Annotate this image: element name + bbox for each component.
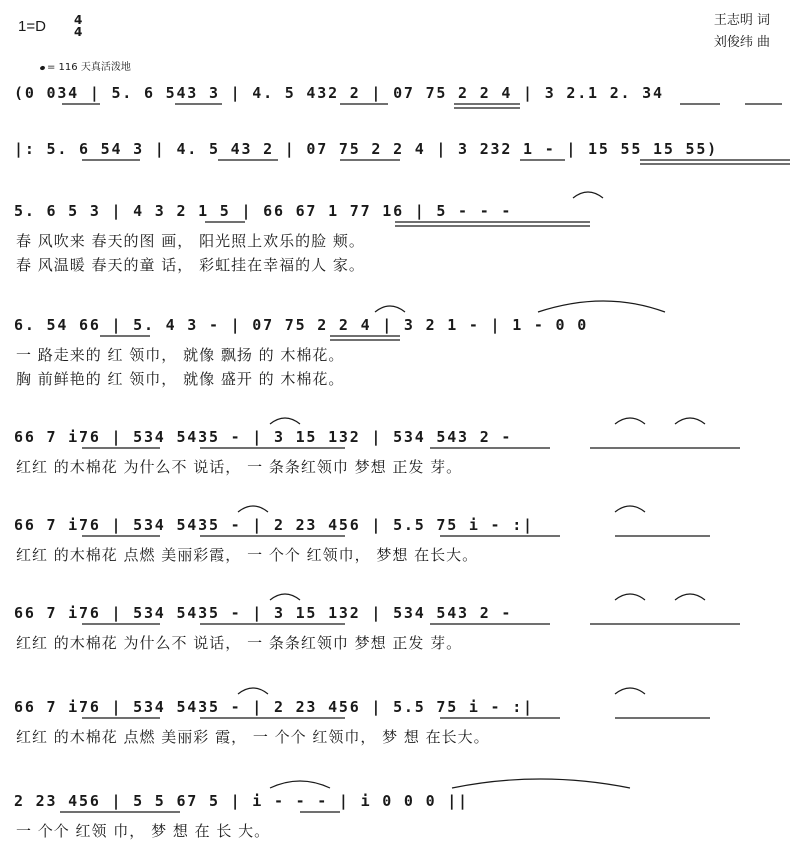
credits [714,10,770,54]
jianpu-notes: 5. 6 5 3 | 4 3 2 1 5 | 66 67 1 77 16 | 5 - - - [14,202,513,220]
key-signature: 1=D [18,18,46,35]
lyric-verse-1: 红红 的木棉花 点燃 美丽彩 霞， 一 个个 红领巾， 梦 想 在长大。 [16,728,490,746]
jianpu-notes: (0 034 | 5. 6 543 3 | 4. 5 432 2 | 07 75 2 2 4 | 3 2.1 2. 34 [14,84,664,102]
jianpu-notes: 2 23 456 | 5 5 67 5 | i - - - | i 0 0 0 || [14,792,469,810]
jianpu-notes: 66 7 i76 | 534 5435 - | 2 23 456 | 5.5 75 i - :| [14,698,534,716]
jianpu-notes: 66 7 i76 | 534 5435 - | 2 23 456 | 5.5 75 i - :| [14,516,534,534]
lyric-verse-2: 春 风温暖 春天的童 话， 彩虹挂在幸福的人 家。 [16,256,365,274]
jianpu-notes: |: 5. 6 54 3 | 4. 5 43 2 | 07 75 2 2 4 | 3 232 1 - | 15 55 15 55) [14,140,718,158]
lyric-verse-1: 一 路走来的 红 领巾， 就像 飘扬 的 木棉花。 [16,346,345,364]
jianpu-notes: 66 7 i76 | 534 5435 - | 3 15 132 | 534 543 2 - [14,428,513,446]
tempo-text: = 116 天真活泼地 [47,62,131,73]
jianpu-notes: 66 7 i76 | 534 5435 - | 3 15 132 | 534 543 2 - [14,604,513,622]
composer: 刘俊纬 曲 [713,35,770,50]
lyric-verse-1: 红红 的木棉花 点燃 美丽彩霞， 一 个个 红领巾， 梦想 在长大。 [16,546,479,564]
lyric-verse-1: 一 个个 红领 巾， 梦 想 在 长 大。 [16,822,271,840]
lyric-verse-1: 红红 的木棉花 为什么不 说话， 一 条条红领巾 梦想 正发 芽。 [16,634,463,652]
quarter-note-icon [39,65,45,70]
time-signature [74,14,82,38]
meter-top: 4 [74,13,83,27]
lyric-verse-1: 春 风吹来 春天的图 画， 阳光照上欢乐的脸 颊。 [16,232,365,250]
meter-bottom: 4 [74,25,83,39]
tempo-marking [40,58,131,73]
jianpu-notes: 6. 54 66 | 5. 4 3 - | 07 75 2 2 4 | 3 2 1 - | 1 - 0 0 [14,316,589,334]
lyric-verse-1: 红红 的木棉花 为什么不 说话， 一 条条红领巾 梦想 正发 芽。 [16,458,463,476]
lyricist: 王志明 词 [713,13,770,28]
lyric-verse-2: 胸 前鲜艳的 红 领巾， 就像 盛开 的 木棉花。 [16,370,345,388]
